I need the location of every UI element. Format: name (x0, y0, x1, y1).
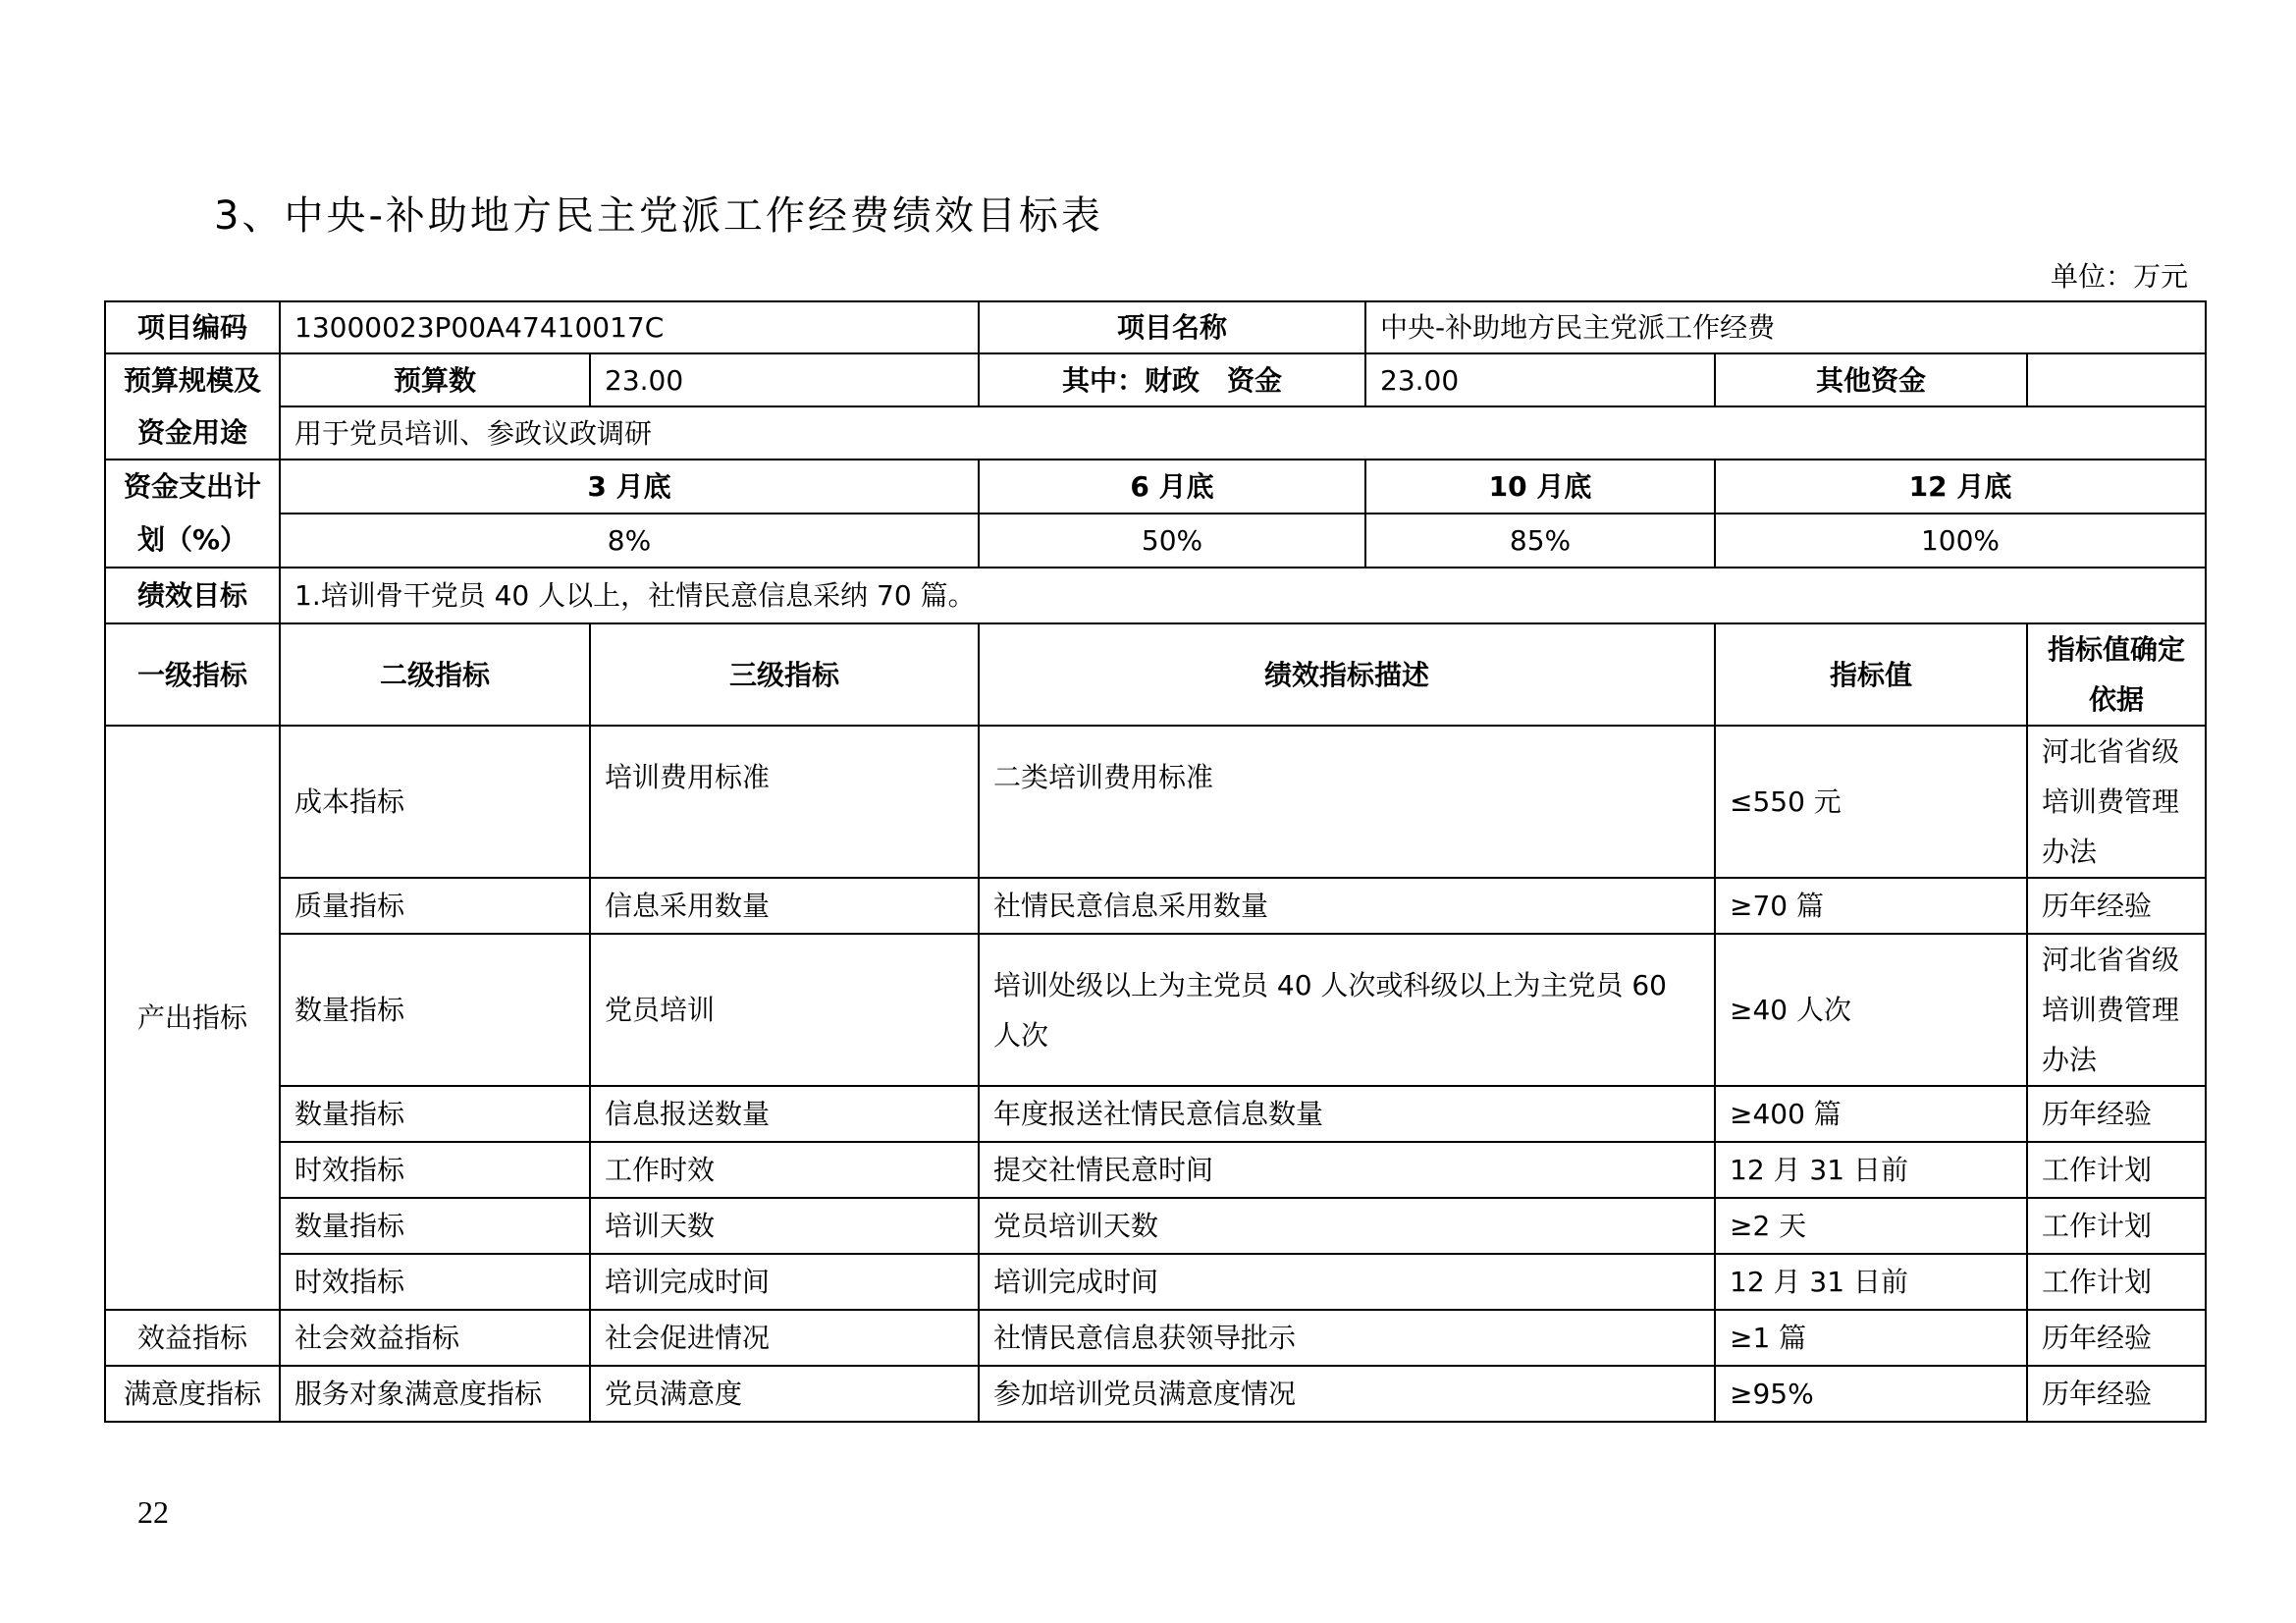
plan-label-line2: 划（%） (136, 523, 248, 556)
plan-percent-2: 50% (979, 514, 1365, 568)
project-row (105, 301, 2206, 353)
budget-amount: 23.00 (590, 353, 979, 406)
group-benefit: 效益指标 (105, 1310, 280, 1366)
row-desc: 参加培训党员满意度情况 (979, 1366, 1715, 1422)
row-level2: 时效指标 (280, 1142, 590, 1198)
plan-percent-3: 85% (1365, 514, 1715, 568)
row-desc: 社情民意信息获领导批示 (979, 1310, 1715, 1366)
budget-amount-label: 预算数 (280, 353, 590, 406)
page-title: 3、中央-补助地方民主党派工作经费绩效目标表 (214, 193, 1103, 239)
row-basis: 历年经验 (2027, 1086, 2206, 1142)
row-desc: 党员培训天数 (979, 1198, 1715, 1254)
project-name: 中央-补助地方民主党派工作经费 (1365, 301, 2206, 353)
row-desc: 提交社情民意时间 (979, 1142, 1715, 1198)
row-basis (2027, 726, 2206, 878)
project-code-label: 项目编码 (105, 301, 280, 353)
page-number: 22 (137, 1494, 169, 1530)
row-level2: 成本指标 (280, 726, 590, 878)
plan-period-2: 6 月底 (979, 460, 1365, 514)
plan-period-4: 12 月底 (1715, 460, 2206, 514)
plan-percent-1: 8% (280, 514, 979, 568)
table-row (105, 878, 2206, 934)
plan-period-1: 3 月底 (280, 460, 979, 514)
row-value: ≥70 篇 (1715, 878, 2027, 934)
group-output: 产出指标 (105, 726, 280, 1310)
budget-label-line1: 预算规模及 (123, 364, 261, 397)
table-row (105, 1366, 2206, 1422)
row-value: ≥2 天 (1715, 1198, 2027, 1254)
header-basis-line2: 依据 (2089, 683, 2145, 716)
plan-period-3: 10 月底 (1365, 460, 1715, 514)
row-value: ≥95% (1715, 1366, 2027, 1422)
table-row (105, 1198, 2206, 1254)
row-basis-line: 河北省省级 (2042, 944, 2180, 976)
row-level2: 数量指标 (280, 934, 590, 1086)
row-level3: 培训费用标准 (590, 726, 979, 878)
row-desc: 二类培训费用标准 (979, 726, 1715, 878)
row-value: ≥1 篇 (1715, 1310, 2027, 1366)
row-level2: 时效指标 (280, 1254, 590, 1310)
row-level3: 信息报送数量 (590, 1086, 979, 1142)
row-value: 12 月 31 日前 (1715, 1254, 2027, 1310)
row-basis-line: 办法 (2042, 1044, 2098, 1076)
other-fund-value (2027, 353, 2206, 406)
plan-label-line1: 资金支出计 (123, 470, 261, 503)
row-level3: 工作时效 (590, 1142, 979, 1198)
row-level2: 社会效益指标 (280, 1310, 590, 1366)
row-basis: 工作计划 (2027, 1254, 2206, 1310)
row-level2: 数量指标 (280, 1086, 590, 1142)
plan-percents-row (105, 514, 2206, 568)
table-row (105, 1086, 2206, 1142)
header-level3: 三级指标 (590, 623, 979, 726)
fiscal-fund-value: 23.00 (1365, 353, 1715, 406)
row-basis: 历年经验 (2027, 878, 2206, 934)
row-basis: 工作计划 (2027, 1198, 2206, 1254)
project-name-label (979, 301, 1365, 353)
header-desc: 绩效指标描述 (979, 623, 1715, 726)
row-desc: 社情民意信息采用数量 (979, 878, 1715, 934)
other-fund-label: 其他资金 (1715, 353, 2027, 406)
row-desc: 培训处级以上为主党员 40 人次或科级以上为主党员 60 人次 (979, 934, 1715, 1086)
indicator-header-row (105, 623, 2206, 726)
row-level2: 质量指标 (280, 878, 590, 934)
row-basis: 历年经验 (2027, 1366, 2206, 1422)
header-level2: 二级指标 (280, 623, 590, 726)
row-value: ≤550 元 (1715, 726, 2027, 878)
budget-row (105, 353, 2206, 406)
row-level3: 党员满意度 (590, 1366, 979, 1422)
header-level1: 一级指标 (105, 623, 280, 726)
row-level2: 服务对象满意度指标 (280, 1366, 590, 1422)
header-value: 指标值 (1715, 623, 2027, 726)
fund-usage: 用于党员培训、参政议政调研 (280, 406, 2206, 460)
header-basis (2027, 623, 2206, 726)
row-level3: 党员培训 (590, 934, 979, 1086)
goal-row (105, 568, 2206, 623)
table-row (105, 934, 2206, 1086)
unit-label: 单位：万元 (2050, 260, 2188, 293)
budget-label (105, 353, 280, 460)
table-row (105, 726, 2206, 878)
fiscal-fund-label: 其中：财政 资金 (979, 353, 1365, 406)
row-basis: 历年经验 (2027, 1310, 2206, 1366)
row-desc: 年度报送社情民意信息数量 (979, 1086, 1715, 1142)
table-row (105, 1142, 2206, 1198)
row-basis: 工作计划 (2027, 1142, 2206, 1198)
table-row (105, 1254, 2206, 1310)
group-satisfaction: 满意度指标 (105, 1366, 280, 1422)
row-basis-line: 办法 (2042, 836, 2098, 868)
performance-table (104, 300, 2207, 1423)
project-code: 13000023P00A47410017C (280, 301, 979, 353)
row-basis-line: 河北省省级 (2042, 735, 2180, 768)
row-basis-line: 培训费管理 (2042, 994, 2180, 1026)
row-value: ≥400 篇 (1715, 1086, 2027, 1142)
row-level2: 数量指标 (280, 1198, 590, 1254)
plan-periods-row (105, 460, 2206, 514)
row-desc: 培训完成时间 (979, 1254, 1715, 1310)
row-basis (2027, 934, 2206, 1086)
row-level3: 培训天数 (590, 1198, 979, 1254)
budget-label-line2: 资金用途 (136, 416, 247, 449)
plan-label (105, 460, 280, 568)
goal-text: 1.培训骨干党员 40 人以上，社情民意信息采纳 70 篇。 (280, 568, 2206, 623)
row-value: ≥40 人次 (1715, 934, 2027, 1086)
plan-percent-4: 100% (1715, 514, 2206, 568)
row-level3: 培训完成时间 (590, 1254, 979, 1310)
project-name-label-text: 项目名称 (1116, 311, 1227, 344)
row-basis-line: 培训费管理 (2042, 785, 2180, 818)
table-row (105, 1310, 2206, 1366)
usage-row (105, 406, 2206, 460)
row-level3: 信息采用数量 (590, 878, 979, 934)
row-value: 12 月 31 日前 (1715, 1142, 2027, 1198)
header-basis-line1: 指标值确定 (2048, 633, 2186, 666)
row-level3: 社会促进情况 (590, 1310, 979, 1366)
goal-label: 绩效目标 (105, 568, 280, 623)
